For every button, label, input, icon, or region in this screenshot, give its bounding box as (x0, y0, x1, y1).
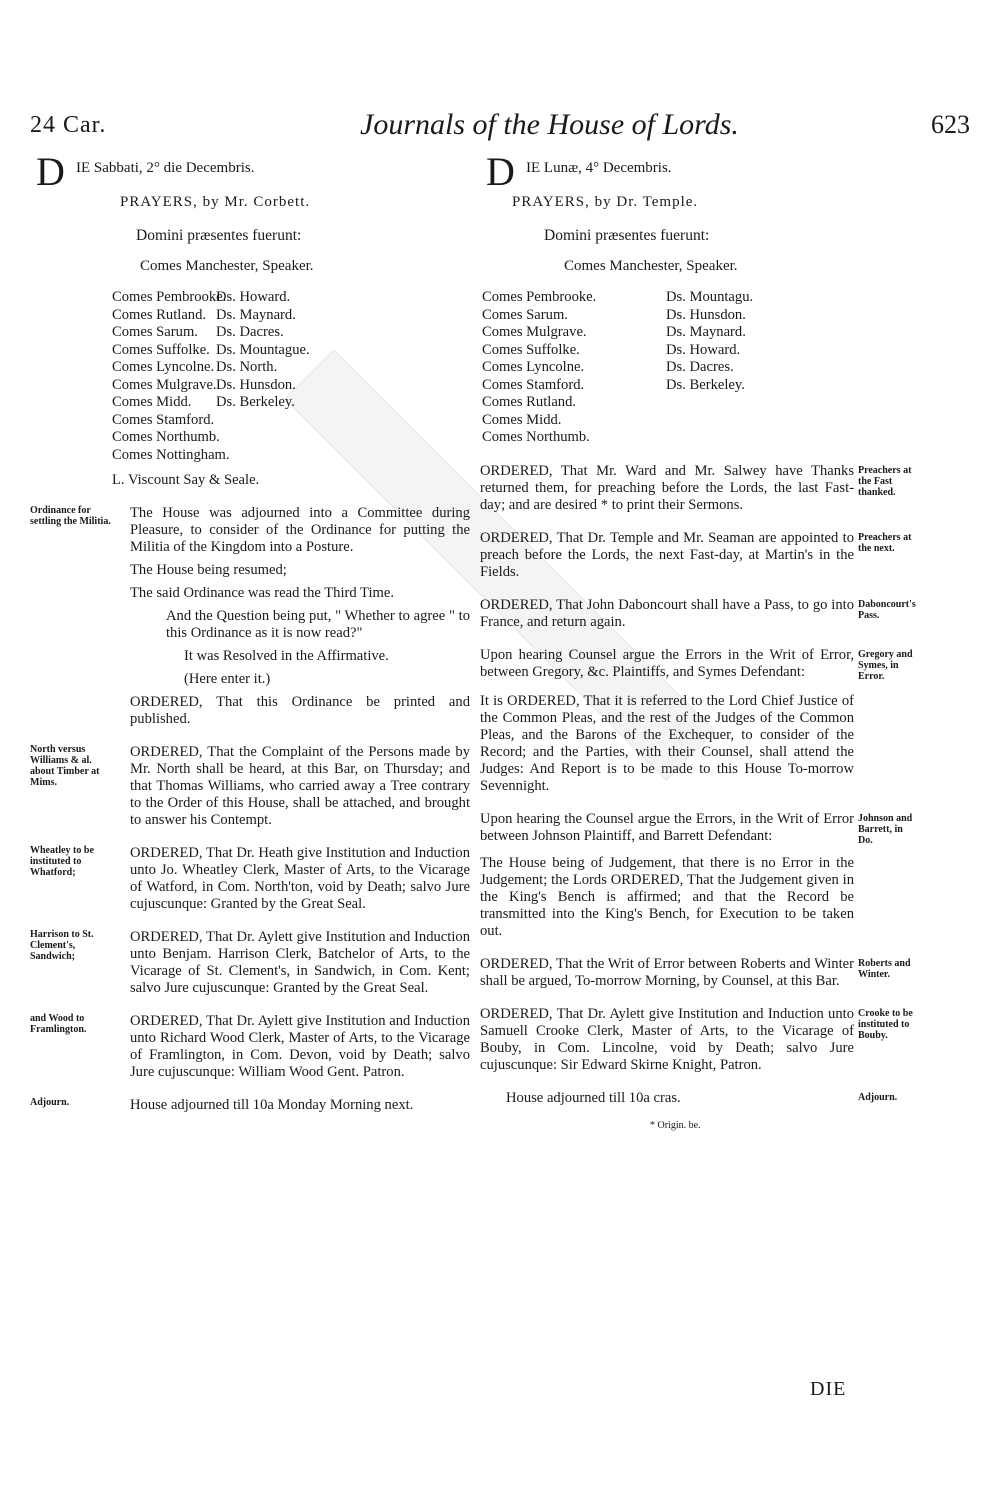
roster-name: Comes Pembrooke. (482, 289, 597, 305)
roster-name: Ds. Howard. (216, 289, 291, 305)
entry-text: ORDERED, That the Writ of Error between Roberts and Winter shall be argued, To-morrow Morning, by Counsel, at this Bar. (480, 955, 854, 989)
entry-text: It is ORDERED, That it is referred to the Lord Chief Justice of the Common Pleas, and the rest of the Judges of the Common Pleas, and the Barons of the Exchequer, to consider of the Record; and the Parties, with their Counsel, shall attend the Judges: And Report is to be made to this House To-morrow Sevennight. (480, 692, 854, 794)
margin-note: Roberts and Winter. (858, 957, 911, 980)
entry-daboncourt (480, 597, 920, 631)
roster-name: Ds. Maynard. (216, 306, 296, 323)
entry-preachers-thanked (480, 463, 920, 514)
right-roster-earls (480, 289, 666, 447)
entry-text: The House being resumed; (130, 562, 287, 578)
roster-name: Ds. Howard. (666, 341, 741, 358)
entry-north (30, 744, 470, 829)
margin-note: Johnson and Barrett, in Do. (858, 812, 913, 846)
entry-adjourn-right (480, 1090, 920, 1107)
roster-name: Comes Sarum. (112, 324, 198, 340)
roster-name: Ds. Maynard. (666, 324, 746, 340)
entry-text: ORDERED, That Dr. Temple and Mr. Seaman are appointed to preach before the Lords, the next Fast-day, at Martin's in the Fields. (480, 529, 854, 580)
roster-name: Comes Mulgrave. (112, 376, 217, 393)
left-date-heading (30, 149, 470, 194)
right-speaker: Comes Manchester, Speaker. (564, 258, 738, 274)
left-roster-lords (216, 289, 416, 464)
running-head-title: Journals of the House of Lords. (360, 108, 739, 141)
margin-note: Ordinance for settling the Militia. (30, 505, 111, 527)
right-roster-lords (666, 289, 866, 447)
left-date-text: IE Sabbati, 2° die Decembris. (76, 160, 255, 176)
roster-name: Comes Lyncolne. (482, 359, 585, 375)
entry-wheatley (30, 845, 470, 913)
entry-text: House adjourned till 10a cras. (506, 1089, 681, 1106)
roster-name: Comes Suffolke. (482, 341, 580, 358)
margin-note: Adjourn. (858, 1091, 898, 1103)
margin-note: Preachers at the next. (858, 531, 912, 554)
entry-text: ORDERED, That Dr. Aylett give Institution and Induction unto Richard Wood Clerk, Master of Arts, to the Vicarage of Framlington, in Com. Devon, void by Death; salvo Jure cujuscunque: William Wood Gent. Patron. (130, 1013, 470, 1080)
entry-text: The said Ordinance was read the Third Time. (130, 585, 394, 601)
roster-name: Comes Pembrooke. (112, 289, 227, 305)
entry-text: Upon hearing Counsel argue the Errors in the Writ of Error, between Gregory, &c. Plaintiffs, and Symes Defendant: (480, 646, 854, 680)
roster-name: Ds. Mountagu. (666, 289, 754, 305)
entry-text: And the Question being put, " Whether to agree " to this Ordinance as it is now read?" (166, 608, 470, 641)
roster-name: Comes Sarum. (482, 306, 568, 323)
left-viscount: L. Viscount Say & Seale. (112, 472, 260, 488)
entry-harrison (30, 929, 470, 997)
roster-name: Comes Northumb. (482, 429, 590, 445)
roster-name: Comes Midd. (482, 411, 562, 428)
roster-name: Ds. Hunsdon. (666, 306, 746, 323)
roster-name: Ds. Berkeley. (216, 394, 295, 410)
catchword: DIE (810, 1378, 847, 1400)
entry-text: ORDERED, That John Daboncourt shall have a Pass, to go into France, and return again. (480, 596, 854, 630)
margin-note: Adjourn. (30, 1097, 70, 1108)
margin-note: Harrison to St. Clement's, Sandwich; (30, 929, 94, 962)
roster-name: Comes Nottingham. (112, 446, 230, 463)
left-roster (30, 289, 470, 464)
entry-text: ORDERED, That Dr. Aylett give Institution and Induction unto Samuell Crooke Clerk, Master of Arts, to the Vicarage of Bouby, in Com. Lincolne, void by Death; salvo Jure cujuscunque: Sir Edward Skirne Knight, Patron. (480, 1005, 854, 1073)
right-domini: Domini præsentes fuerunt: (544, 227, 710, 244)
page-number: 623 (931, 110, 970, 139)
right-dropcap: D (486, 149, 515, 194)
entry-text: ORDERED, That this Ordinance be printed and published. (130, 694, 470, 727)
left-prayers: PRAYERS, by Mr. Corbett. (120, 194, 311, 210)
entry-text: ORDERED, That Dr. Heath give Institution and Induction unto Jo. Wheatley Clerk, Master of Arts, to the Vicarage of Watford, in Com. North'ton, void by Death; salvo Jure cujuscunque: Granted by the Great Seal. (130, 845, 470, 912)
roster-name: Comes Stamford. (482, 376, 585, 393)
margin-note: Wheatley to be instituted to Whatford; (30, 845, 94, 878)
entry-text: It was Resolved in the Affirmative. (184, 648, 389, 664)
roster-name: Comes Northumb. (112, 429, 220, 445)
roster-name: Ds. Dacres. (216, 324, 284, 340)
entry-crooke (480, 1006, 920, 1074)
roster-name: Comes Midd. (112, 394, 192, 410)
roster-name: Ds. Berkeley. (666, 376, 745, 393)
entry-text: Upon hearing the Counsel argue the Errors, in the Writ of Error between Johnson Plaintiff, and Barrett Defendant: (480, 810, 854, 844)
roster-name: Comes Rutland. (482, 394, 577, 410)
roster-name: Comes Lyncolne. (112, 359, 215, 375)
entry-roberts (480, 956, 920, 990)
roster-name: Comes Stamford. (112, 411, 215, 428)
roster-name: Ds. Dacres. (666, 359, 734, 375)
left-roster-earls (30, 289, 230, 464)
entry-militia (30, 505, 470, 728)
entry-preachers-next (480, 530, 920, 581)
margin-note: Gregory and Symes, in Error. (858, 648, 913, 682)
roster-name: Comes Mulgrave. (482, 324, 587, 340)
margin-note: North versus Williams & al. about Timber at Mims. (30, 744, 100, 788)
right-date-text: IE Lunæ, 4° Decembris. (526, 160, 672, 176)
entry-text: ORDERED, That the Complaint of the Persons made by Mr. North shall be heard, at this Bar, on Thursday; and that Thomas Williams, who carried away a Tree contrary to the Order of this House, shall be attached, and brought to answer his Contempt. (130, 744, 470, 828)
left-column (30, 149, 470, 1114)
entry-wood (30, 1013, 470, 1081)
left-domini: Domini præsentes fuerunt: (136, 227, 302, 244)
entry-text: The House being of Judgement, that there is no Error in the Judgement; the Lords ORDERED, That the Judgement given in the King's Bench is affirmed; and that the Record be transmitted into the King's Bench, for Execution to be taken out. (480, 854, 854, 939)
margin-note: Crooke to be instituted to Bouby. (858, 1007, 913, 1041)
entry-gregory (480, 647, 920, 795)
right-prayers: PRAYERS, by Dr. Temple. (512, 194, 699, 210)
roster-name: Ds. Hunsdon. (216, 376, 296, 393)
footnote: * Origin. be. (650, 1119, 701, 1131)
entry-text: (Here enter it.) (184, 671, 271, 687)
margin-note: Preachers at the Fast thanked. (858, 464, 912, 498)
margin-note: and Wood to Framlington. (30, 1013, 87, 1035)
entry-johnson (480, 811, 920, 940)
entry-adjourn-left (30, 1097, 470, 1114)
roster-name: Ds. Mountague. (216, 341, 310, 358)
right-roster (480, 289, 920, 447)
entry-text: ORDERED, That Mr. Ward and Mr. Salwey have Thanks returned them, for preaching before the Lords, the last Fast-day; and are desired * to print their Sermons. (480, 462, 854, 513)
running-head-left: 24 Car. (30, 112, 107, 138)
left-dropcap: D (36, 149, 65, 194)
right-column (480, 149, 920, 1134)
page-header (30, 106, 970, 146)
entry-text: The House was adjourned into a Committee during Pleasure, to consider of the Ordinance for putting the Militia of the Kingdom into a Posture. (130, 505, 470, 555)
roster-name: Ds. North. (216, 359, 278, 375)
entry-text: House adjourned till 10a Monday Morning next. (130, 1097, 414, 1113)
right-date-heading (480, 149, 920, 194)
roster-name: Comes Rutland. (112, 306, 207, 323)
margin-note: Daboncourt's Pass. (858, 598, 916, 621)
entry-text: ORDERED, That Dr. Aylett give Institution and Induction unto Benjam. Harrison Clerk, Batchelor of Arts, to the Vicarage of St. Clement's, in Sandwich, in Com. Kent; salvo Jure cujuscunque: Granted by the Great Seal. (130, 929, 470, 996)
roster-name: Comes Suffolke. (112, 341, 210, 358)
left-speaker: Comes Manchester, Speaker. (140, 258, 314, 274)
